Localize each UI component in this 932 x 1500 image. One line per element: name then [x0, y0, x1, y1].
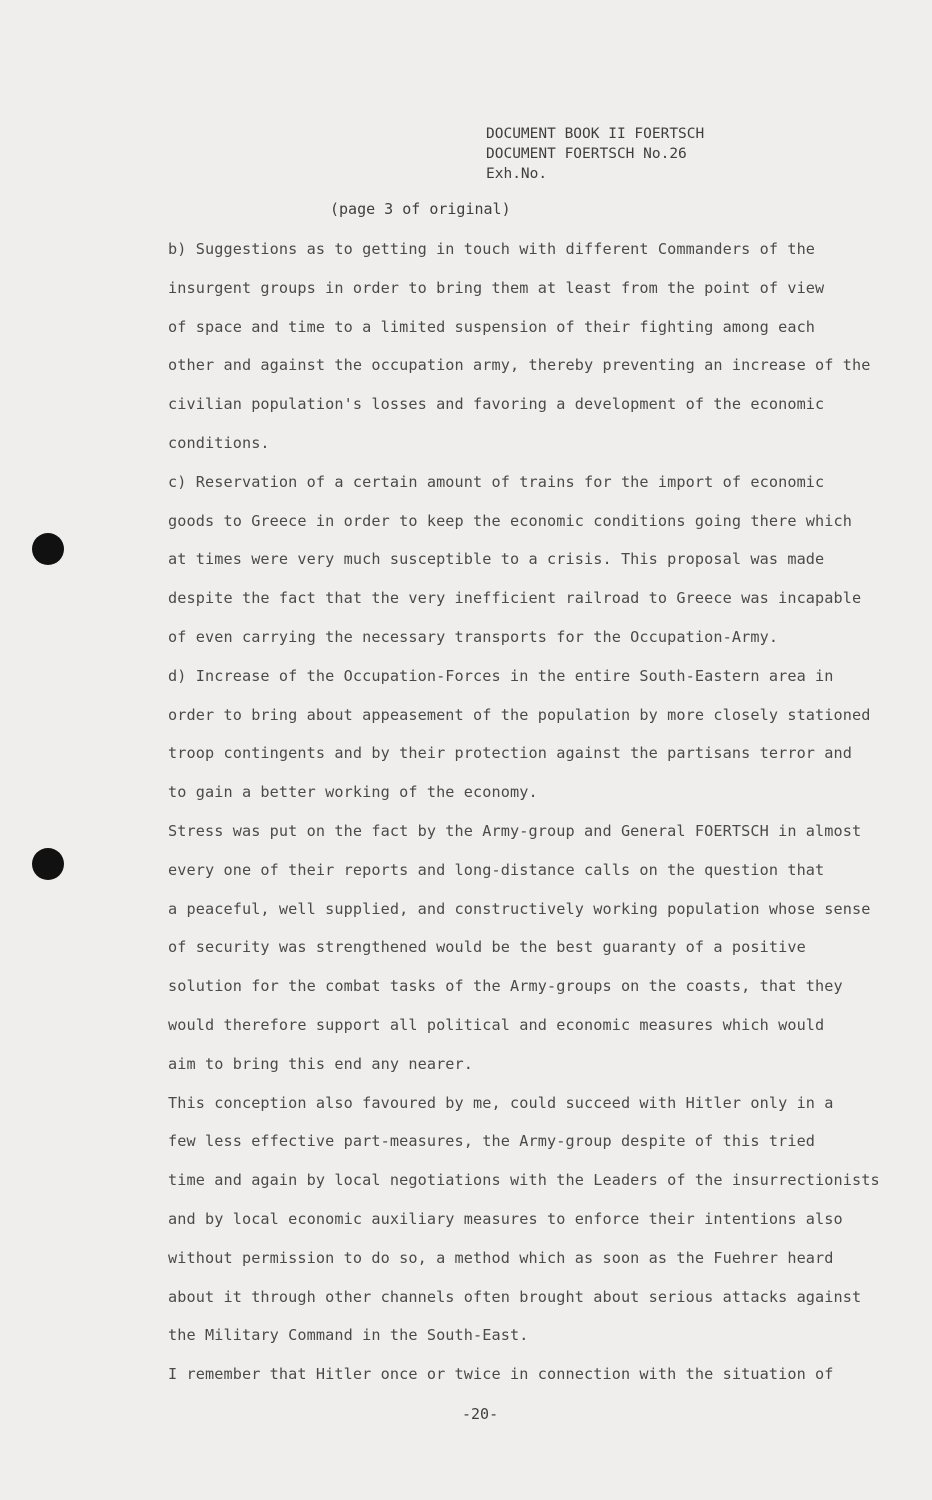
text-line: of even carrying the necessary transports for the Occupation-Army. — [168, 627, 779, 646]
text-line: without permission to do so, a method which as soon as the Fuehrer heard — [168, 1248, 834, 1267]
text-line: despite the fact that the very inefficient railroad to Greece was incapable — [168, 589, 862, 608]
header-line-book: DOCUMENT BOOK II FOERTSCH — [486, 126, 705, 142]
text-line: at times were very much susceptible to a crisis. This proposal was made — [168, 550, 825, 569]
header-line-exhibit: Exh.No. — [486, 166, 548, 182]
document-header — [486, 124, 704, 184]
text-line: of security was strengthened would be the best guaranty of a positive — [168, 938, 806, 957]
text-line: goods to Greece in order to keep the economic conditions going there which — [168, 511, 853, 530]
text-line: d) Increase of the Occupation-Forces in the entire South-Eastern area in — [168, 666, 834, 685]
text-line: c) Reservation of a certain amount of trains for the import of economic — [168, 472, 825, 491]
punch-hole — [32, 848, 64, 880]
text-line: the Military Command in the South-East. — [168, 1326, 529, 1345]
text-line: troop contingents and by their protection against the partisans terror and — [168, 744, 853, 763]
text-line: time and again by local negotiations with the Leaders of the insurrectionists — [168, 1171, 880, 1190]
text-line: of space and time to a limited suspension of their fighting among each — [168, 317, 816, 336]
text-line: Stress was put on the fact by the Army-group and General FOERTSCH in almost — [168, 821, 862, 840]
text-line: aim to bring this end any nearer. — [168, 1054, 474, 1073]
text-line: order to bring about appeasement of the population by more closely stationed — [168, 705, 871, 724]
text-line: I remember that Hitler once or twice in connection with the situation of — [168, 1365, 834, 1384]
text-line: This conception also favoured by me, could succeed with Hitler only in a — [168, 1093, 834, 1112]
text-line: conditions. — [168, 433, 270, 452]
text-line: and by local economic auxiliary measures to enforce their intentions also — [168, 1209, 843, 1228]
body-text — [168, 238, 908, 1402]
text-line: to gain a better working of the economy. — [168, 783, 538, 802]
text-line: about it through other channels often brought about serious attacks against — [168, 1287, 862, 1306]
original-page-note: (page 3 of original) — [330, 200, 511, 218]
text-line: solution for the combat tasks of the Army-groups on the coasts, that they — [168, 977, 843, 996]
page-number: -20- — [462, 1405, 499, 1423]
text-line: b) Suggestions as to getting in touch with different Commanders of the — [168, 240, 816, 258]
header-line-document: DOCUMENT FOERTSCH No.26 — [486, 146, 687, 162]
text-line: other and against the occupation army, thereby preventing an increase of the — [168, 356, 871, 375]
text-line: would therefore support all political and economic measures which would — [168, 1015, 825, 1034]
text-line: every one of their reports and long-distance calls on the question that — [168, 860, 825, 879]
text-line: civilian population's losses and favoring a development of the economic — [168, 395, 825, 414]
text-line: a peaceful, well supplied, and constructively working population whose sense — [168, 899, 871, 918]
text-line: few less effective part-measures, the Army-group despite of this tried — [168, 1132, 816, 1151]
text-line: insurgent groups in order to bring them at least from the point of view — [168, 278, 825, 297]
punch-hole — [32, 533, 64, 565]
